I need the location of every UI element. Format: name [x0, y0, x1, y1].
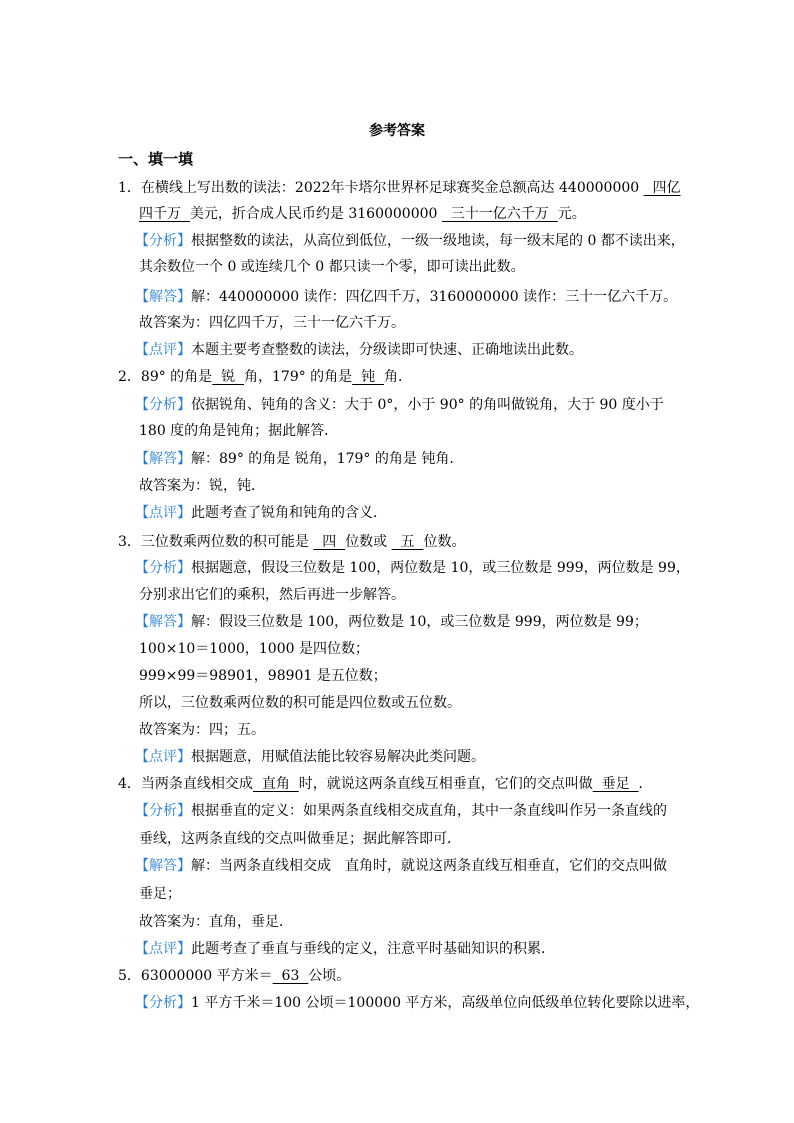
- analysis-tag: 【分析】: [135, 233, 191, 249]
- q2-line-1: 2．89° 的角是 锐 角，179° 的角是 钝 角．: [118, 369, 412, 385]
- analysis-tag: 【分析】: [135, 995, 191, 1011]
- q4-analysis-cont: 垂线，这两条直线的交点叫做垂足；据此解答即可．: [139, 831, 461, 847]
- q3-line-1: 3．三位数乘两位数的积可能是 四 位数或 五 位数。: [118, 534, 466, 550]
- q1-line-1: 1．在横线上写出数的读法：2022年卡塔尔世界杯足球赛奖金总额高达 440000000 四亿: [118, 180, 681, 196]
- q4-analysis: 【分析】根据垂直的定义：如果两条直线相交成直角，其中一条直线叫作另一条直线的: [135, 803, 667, 819]
- answer-blank: 四亿: [643, 180, 681, 196]
- q3-answer-line-4: 所以，三位数乘两位数的积可能是四位数或五位数。: [139, 695, 461, 711]
- answer-blank: 直角: [252, 776, 299, 792]
- q4-number: 4．: [118, 776, 141, 792]
- q5-line-1: 5．63000000 平方米＝ 63 公顷。: [118, 968, 351, 984]
- answer-blank: 钝: [352, 369, 384, 385]
- comment-tag: 【点评】: [135, 342, 191, 358]
- q4-answer: 【解答】解：当两条直线相交成 直角时，就说这两条直线互相垂直，它们的交点叫做: [135, 858, 667, 874]
- answer-blank: 五: [391, 534, 424, 550]
- q1-line-2: 四千万 美元，折合成人民币约是 3160000000 三十一亿六千万 元。: [139, 206, 586, 222]
- q3-analysis: 【分析】根据题意，假设三位数是 100，两位数是 10，或三位数是 999，两位数是 99，: [135, 560, 690, 576]
- answer-blank: 四: [313, 534, 346, 550]
- q2-final: 故答案为：锐，钝．: [139, 478, 265, 494]
- q3-answer-line-3: 999×99＝98901，98901 是五位数；: [139, 668, 387, 684]
- q1-number: 1．: [118, 180, 141, 196]
- section-heading: 一、填一填: [118, 150, 194, 168]
- answer-blank: 63: [272, 968, 309, 984]
- q3-answer-line-2: 100×10＝1000，1000 是四位数；: [139, 641, 369, 657]
- analysis-tag: 【分析】: [135, 560, 191, 576]
- q1-analysis-cont: 其余数位一个 0 或连续几个 0 都只读一个零，即可读出此数。: [139, 259, 525, 275]
- q2-analysis-cont: 180 度的角是钝角；据此解答．: [139, 423, 339, 439]
- q1-final: 故答案为：四亿四千万，三十一亿六千万。: [139, 315, 405, 331]
- answer-tag: 【解答】: [135, 614, 191, 630]
- q4-answer-line-2: 垂足；: [139, 886, 181, 902]
- answer-tag: 【解答】: [135, 858, 191, 874]
- comment-tag: 【点评】: [135, 505, 191, 521]
- q2-answer: 【解答】解：89° 的角是 锐角，179° 的角是 钝角．: [135, 451, 464, 467]
- answer-blank: 锐: [212, 369, 244, 385]
- q1-comment: 【点评】本题主要考查整数的读法，分级读即可快速、正确地读出此数。: [135, 342, 583, 358]
- q3-answer: 【解答】解：假设三位数是 100，两位数是 10，或三位数是 999，两位数是 99；: [135, 614, 648, 630]
- q2-number: 2．: [118, 369, 141, 385]
- q1-analysis: 【分析】根据整数的读法，从高位到低位，一级一级地读，每一级末尾的 0 都不读出来，: [135, 233, 685, 249]
- q5-number: 5．: [118, 968, 141, 984]
- q4-final: 故答案为：直角，垂足．: [139, 914, 293, 930]
- page-title: 参考答案: [369, 123, 425, 139]
- q4-comment: 【点评】此题考查了垂直与垂线的定义，注意平时基础知识的积累．: [135, 941, 555, 957]
- q3-number: 3．: [118, 534, 141, 550]
- answer-tag: 【解答】: [135, 289, 191, 305]
- answer-blank: 垂足: [592, 776, 639, 792]
- q4-line-1: 4．当两条直线相交成 直角 时，就说这两条直线互相垂直，它们的交点叫做 垂足 ．: [118, 776, 653, 792]
- analysis-tag: 【分析】: [135, 397, 191, 413]
- comment-tag: 【点评】: [135, 941, 191, 957]
- q2-analysis: 【分析】依据锐角、钝角的含义：大于 0°，小于 90° 的角叫做锐角，大于 90 度小于: [135, 397, 664, 413]
- q3-analysis-cont: 分别求出它们的乘积，然后再进一步解答。: [139, 587, 405, 603]
- answer-blank: 四千万: [139, 206, 190, 222]
- answer-tag: 【解答】: [135, 451, 191, 467]
- q3-comment: 【点评】根据题意，用赋值法能比较容易解决此类问题。: [135, 749, 485, 765]
- answer-blank: 三十一亿六千万: [441, 206, 558, 222]
- q2-comment: 【点评】此题考查了锐角和钝角的含义．: [135, 505, 387, 521]
- q1-answer: 【解答】解：440000000 读作：四亿四千万，3160000000 读作：三十一亿六千万。: [135, 289, 678, 305]
- q5-analysis: 【分析】1 平方千米＝100 公顷＝100000 平方米，高级单位向低级单位转化要除以进率，: [135, 995, 700, 1011]
- comment-tag: 【点评】: [135, 749, 191, 765]
- analysis-tag: 【分析】: [135, 803, 191, 819]
- q3-final: 故答案为：四；五。: [139, 722, 265, 738]
